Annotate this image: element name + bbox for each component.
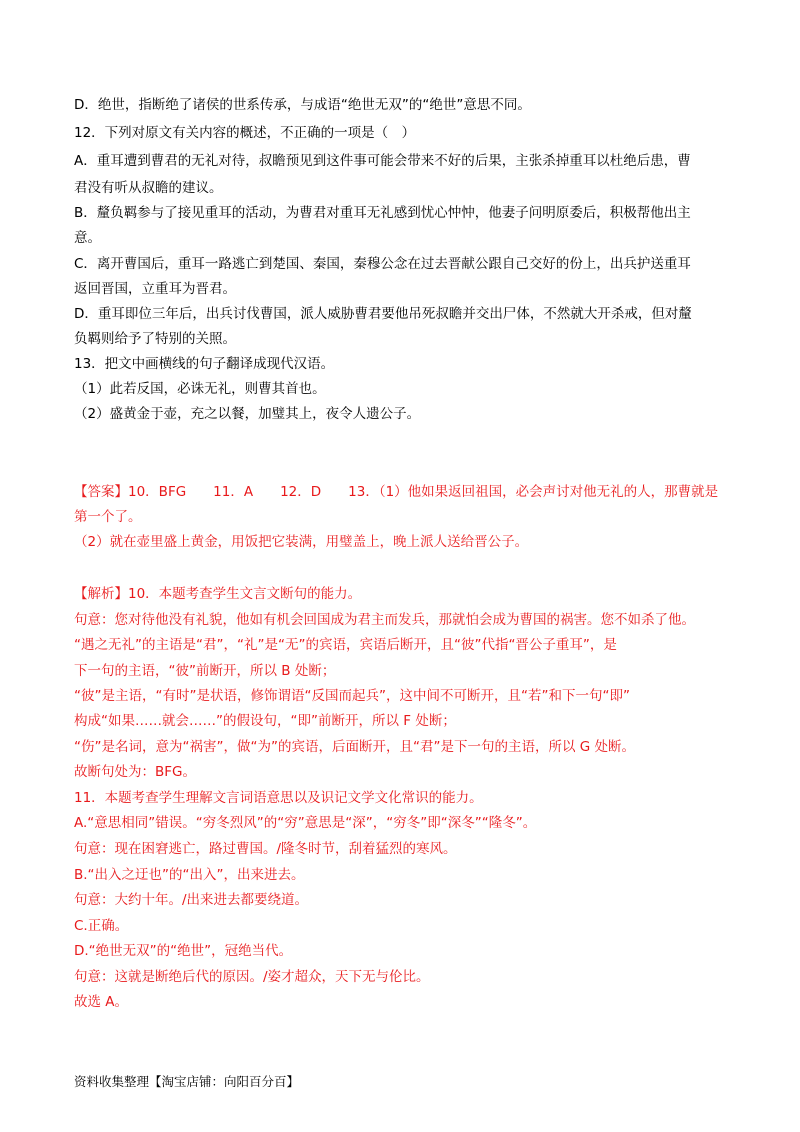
option-b-q12-line1: B．釐负羁参与了接见重耳的活动，为曹君对重耳无礼感到忧心忡忡，他妻子问明原委后，积极帮他出主 xyxy=(74,205,691,221)
analysis-line: 下一句的主语，“彼”前断开，所以 B 处断； xyxy=(74,663,336,679)
analysis-line: 句意：现在困窘逃亡，路过曹国。/隆冬时节，刮着猛烈的寒风。 xyxy=(74,841,457,857)
option-c-q12-line1: C．离开曹国后，重耳一路逃亡到楚国、秦国，秦穆公念在过去晋献公跟自己交好的份上，出兵护送重耳 xyxy=(74,256,691,272)
option-a-q12-line2: 君没有听从叔瞻的建议。 xyxy=(74,180,223,196)
question-13-sentence-1: （1）此若反国，必诛无礼，则曹其首也。 xyxy=(74,381,326,397)
analysis-line: 构成“如果……就会……”的假设句，“即”前断开，所以 F 处断； xyxy=(74,713,456,729)
analysis-line: 故断句处为：BFG。 xyxy=(74,764,196,780)
analysis-line: “彼”是主语，“有时”是状语，修饰谓语“反国而起兵”，这中间不可断开，且“若”和下一句“即” xyxy=(74,688,630,704)
option-d-q12-line2: 负羁则给予了特别的关照。 xyxy=(74,331,236,347)
analysis-line: 11．本题考查学生理解文言词语意思以及识记文学文化常识的能力。 xyxy=(74,790,483,806)
analysis-line: D.“绝世无双”的“绝世”，冠绝当代。 xyxy=(74,943,293,959)
option-a-q12-line1: A．重耳遭到曹君的无礼对待，叔瞻预见到这件事可能会带来不好的后果，主张杀掉重耳以杜绝后患，曹 xyxy=(74,153,691,169)
option-d-q11: D．绝世，指断绝了诸侯的世系传承，与成语“绝世无双”的“绝世”意思不同。 xyxy=(74,97,531,113)
analysis-line: 句意：这就是断绝后代的原因。/姿才超众，天下无与伦比。 xyxy=(74,969,430,985)
answer-line-1: 【答案】10．BFG 11．A 12．D 13．（1）他如果返回祖国，必会声讨对他无礼的人，那曹就是 xyxy=(74,484,719,500)
question-13-stem: 13．把文中画横线的句子翻译成现代汉语。 xyxy=(74,356,335,372)
analysis-line: B.“出入之迂也”的“出入”，出来进去。 xyxy=(74,867,305,883)
answer-line-3: （2）就在壶里盛上黄金，用饭把它装满，用璧盖上，晚上派人送给晋公子。 xyxy=(74,534,529,550)
analysis-line: A.“意思相同”错误。“穷冬烈风”的“穷”意思是“深”，“穷冬”即“深冬”“隆冬”。 xyxy=(74,815,537,831)
analysis-line: “伤”是名词，意为“祸害”，做“为”的宾语，后面断开，且“君”是下一句的主语，所以 G 处断。 xyxy=(74,739,635,755)
question-13-sentence-2: （2）盛黄金于壶，充之以餐，加璧其上，夜令人遗公子。 xyxy=(74,406,421,422)
analysis-line: 故选 A。 xyxy=(74,994,129,1010)
analysis-line: 句意：您对待他没有礼貌，他如有机会回国成为君主而发兵，那就怕会成为曹国的祸害。您不如杀了他。 xyxy=(74,612,695,628)
analysis-line: C.正确。 xyxy=(74,918,129,934)
option-c-q12-line2: 返回晋国，立重耳为晋君。 xyxy=(74,281,236,297)
analysis-line: “遇之无礼”的主语是“君”，“礼”是“无”的宾语，宾语后断开，且“彼”代指“晋公子重耳”，是 xyxy=(74,637,617,653)
option-b-q12-line2: 意。 xyxy=(74,230,101,246)
analysis-heading: 【解析】10．本题考查学生文言文断句的能力。 xyxy=(74,586,362,602)
analysis-line: 句意：大约十年。/出来进去都要绕道。 xyxy=(74,892,309,908)
answer-line-2: 第一个了。 xyxy=(74,509,142,525)
question-12-stem: 12．下列对原文有关内容的概述，不正确的一项是（ ） xyxy=(74,125,416,141)
option-d-q12-line1: D．重耳即位三年后，出兵讨伐曹国，派人威胁曹君要他吊死叔瞻并交出尸体，不然就大开杀戒，但对釐 xyxy=(74,306,692,322)
page-footer: 资料收集整理【淘宝店铺：向阳百分百】 xyxy=(74,1074,300,1089)
